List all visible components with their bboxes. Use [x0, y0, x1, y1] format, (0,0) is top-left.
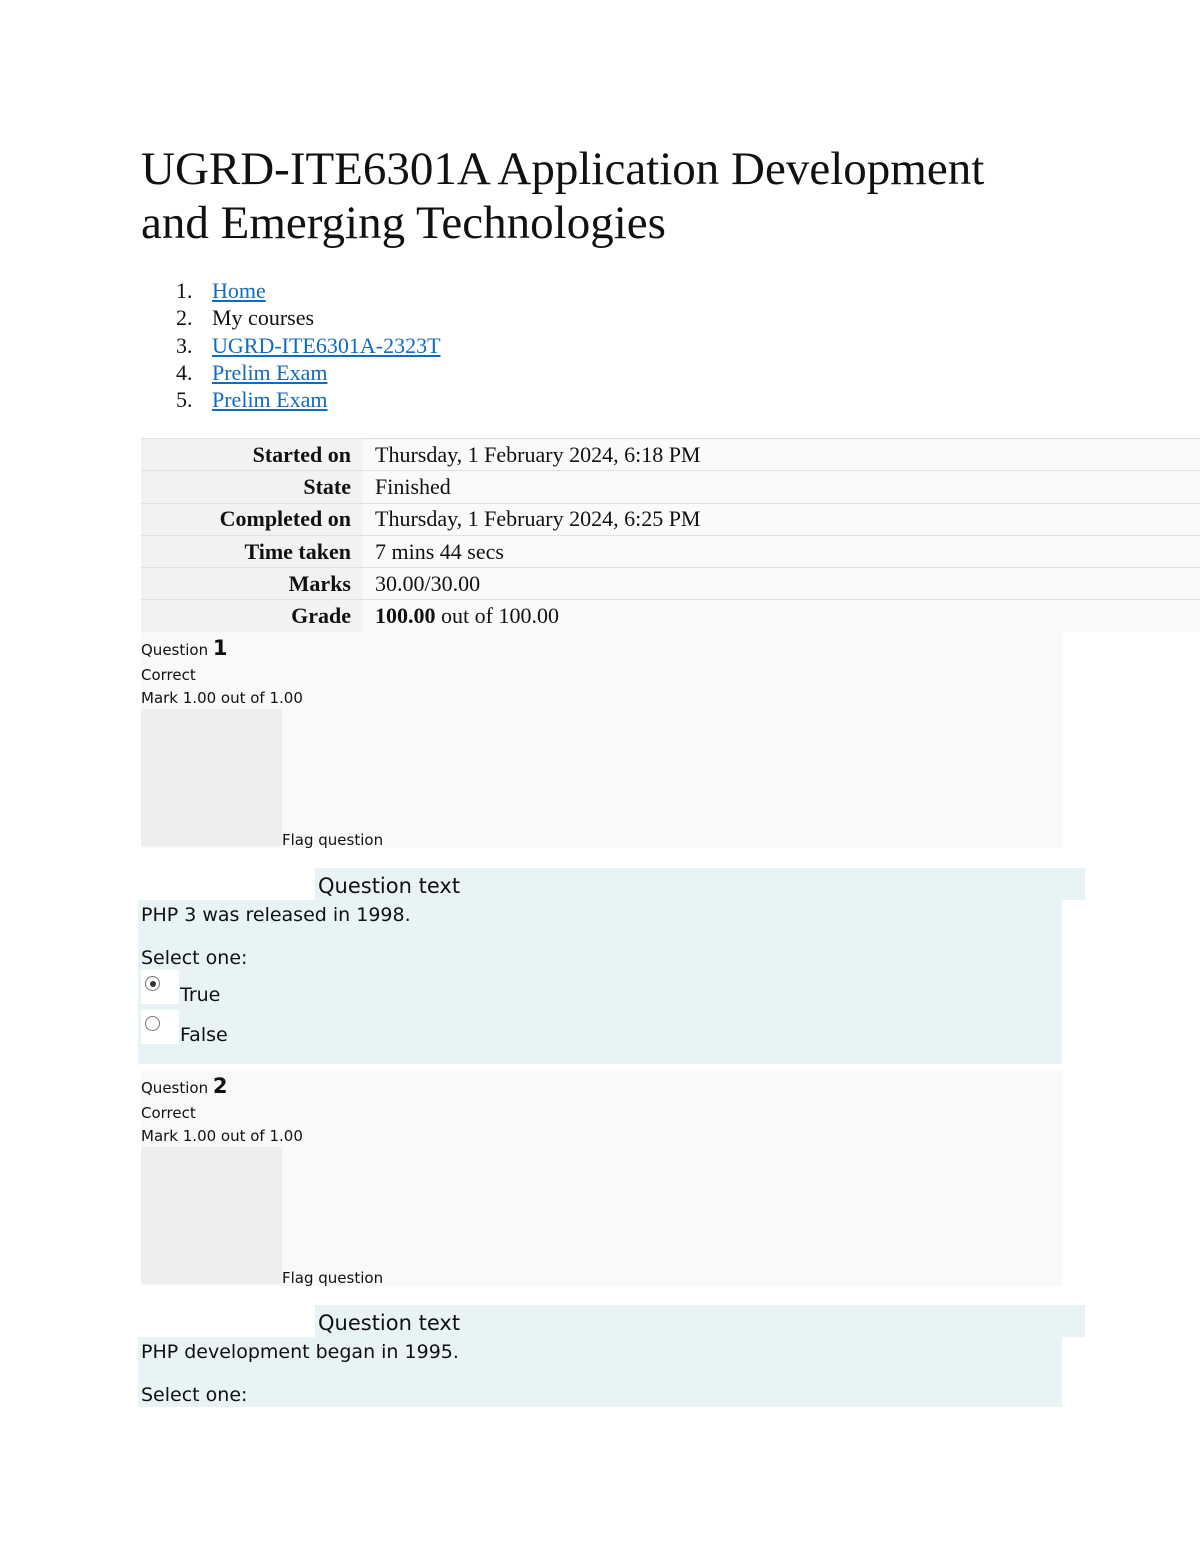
grade-out-of: out of 100.00	[435, 603, 559, 629]
breadcrumb-item-prelim-exam-section: 4. Prelim Exam	[176, 359, 328, 385]
summary-value	[363, 600, 1200, 632]
summary-value: Thursday, 1 February 2024, 6:25 PM	[363, 503, 1200, 535]
question-text-heading: Question text	[315, 868, 1085, 900]
breadcrumb-link-prelim-exam-section[interactable]: Prelim Exam	[212, 359, 328, 385]
question-1-content	[138, 900, 1062, 1064]
breadcrumb-link-home[interactable]: Home	[212, 278, 266, 303]
select-one-prompt: Select one:	[141, 947, 248, 969]
breadcrumb-item-prelim-exam: 5. Prelim Exam	[176, 387, 328, 413]
breadcrumb	[141, 277, 441, 413]
flag-icon[interactable]	[141, 1147, 282, 1284]
flag-icon[interactable]	[141, 709, 282, 846]
question-text: PHP development began in 1995.	[141, 1341, 459, 1363]
summary-label: Completed on	[141, 503, 363, 535]
flag-question-button[interactable]: Flag question	[282, 831, 384, 849]
radio-button-selected[interactable]	[145, 976, 160, 991]
question-2-info	[141, 1070, 1062, 1286]
question-state: Correct	[141, 666, 196, 684]
answer-label[interactable]: False	[180, 1024, 228, 1046]
grade-score: 100.00	[375, 603, 436, 629]
question-number: Question 1	[141, 636, 228, 660]
page-title: UGRD-ITE6301A Application Development and Emerging Technologies	[141, 143, 985, 249]
summary-label: State	[141, 471, 363, 503]
summary-label: Started on	[141, 439, 363, 471]
breadcrumb-item-my-courses: 2. My courses	[176, 305, 315, 331]
question-grade: Mark 1.00 out of 1.00	[141, 689, 303, 707]
question-1-info	[141, 632, 1062, 848]
question-2-content	[138, 1337, 1062, 1407]
summary-row-completed-on	[141, 503, 1200, 535]
summary-value: 30.00/30.00	[363, 568, 1200, 600]
question-number: Question 2	[141, 1074, 228, 1098]
select-one-prompt: Select one:	[141, 1384, 248, 1406]
question-text: PHP 3 was released in 1998.	[141, 904, 411, 926]
summary-value: 7 mins 44 secs	[363, 535, 1200, 567]
summary-row-started-on	[141, 439, 1200, 471]
summary-row-grade	[141, 600, 1200, 632]
flag-question-button[interactable]: Flag question	[282, 1269, 384, 1287]
answer-label[interactable]: True	[180, 984, 221, 1006]
breadcrumb-text-my-courses: My courses	[212, 305, 315, 331]
attempt-summary-table	[141, 438, 1200, 632]
breadcrumb-item-home: 1. Home	[176, 278, 266, 303]
summary-row-time-taken	[141, 535, 1200, 567]
question-grade: Mark 1.00 out of 1.00	[141, 1127, 303, 1145]
summary-label: Marks	[141, 568, 363, 600]
summary-label: Grade	[141, 600, 363, 632]
question-state: Correct	[141, 1104, 196, 1122]
summary-value: Thursday, 1 February 2024, 6:18 PM	[363, 439, 1200, 471]
breadcrumb-link-course[interactable]: UGRD-ITE6301A-2323T	[212, 332, 441, 358]
summary-row-state	[141, 471, 1200, 503]
summary-value: Finished	[363, 471, 1200, 503]
breadcrumb-item-course: 3. UGRD-ITE6301A-2323T	[176, 332, 441, 358]
summary-label: Time taken	[141, 535, 363, 567]
breadcrumb-link-prelim-exam[interactable]: Prelim Exam	[212, 387, 328, 413]
question-text-heading: Question text	[315, 1305, 1085, 1337]
radio-button[interactable]	[145, 1016, 160, 1031]
summary-row-marks	[141, 568, 1200, 600]
